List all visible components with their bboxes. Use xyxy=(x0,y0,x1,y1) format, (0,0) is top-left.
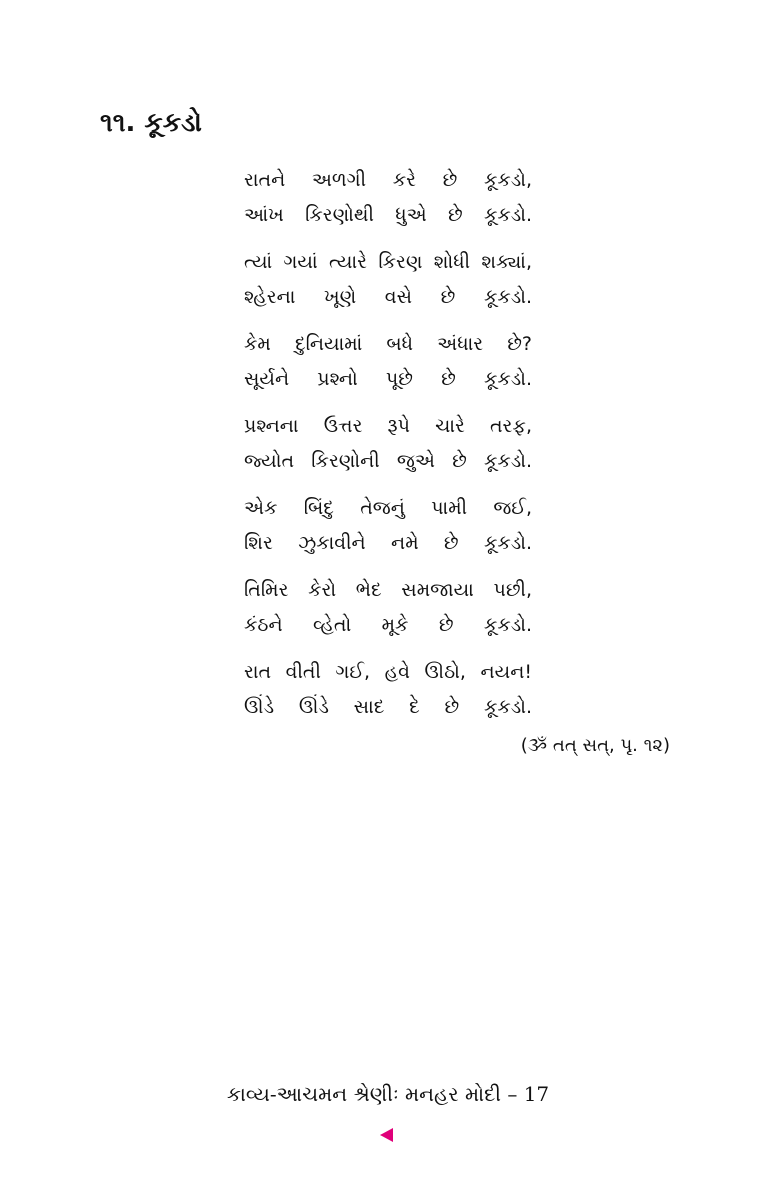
poem-line: તિમિર કેરો ભેદ સમજાયા પછી, xyxy=(244,579,532,601)
poem-line: એક બિંદુ તેજનું પામી જઈ, xyxy=(244,497,532,519)
poem-line: રાતને અળગી કરે છે કૂકડો, xyxy=(244,169,532,191)
previous-page-arrow-icon[interactable] xyxy=(380,1128,393,1142)
poem-line: ત્યાં ગયાં ત્યારે કિરણ શોધી શક્યાં, xyxy=(244,251,532,273)
poem-line: રાત વીતી ગઈ, હવે ઊઠો, નયન! xyxy=(244,661,532,683)
poem-line: કંઠને વ્હેતો મૂકે છે કૂકડો. xyxy=(244,614,532,636)
poem-line: જ્યોત કિરણોની જુએ છે કૂકડો. xyxy=(244,450,532,472)
poem-line: આંખ કિરણોથી ધુએ છે કૂકડો. xyxy=(244,204,532,226)
stanza xyxy=(244,491,532,561)
stanza xyxy=(244,573,532,643)
poem-title: ૧૧. કૂકડો xyxy=(100,108,202,138)
stanza xyxy=(244,655,532,725)
page-footer: કાવ્ય-આચમન શ્રેણીઃ મનહર મોદી – 17 xyxy=(226,1082,550,1106)
stanza xyxy=(244,163,532,233)
poem-line: પ્રશ્નના ઉત્તર રૂપે ચારે તરફ, xyxy=(244,415,532,437)
poem-line: કેમ દુનિયામાં બધે અંધાર છે? xyxy=(244,333,532,355)
source-citation: (ૐ તત્ સત્, પૃ. ૧૨) xyxy=(520,735,670,756)
poem-line: સૂર્યને પ્રશ્નો પૂછે છે કૂકડો. xyxy=(244,368,532,390)
poem-body xyxy=(244,163,532,737)
poem-line: ઊંડે ઊંડે સાદ દે છે કૂકડો. xyxy=(244,696,532,718)
stanza xyxy=(244,409,532,479)
stanza xyxy=(244,327,532,397)
stanza xyxy=(244,245,532,315)
poem-line: શિર ઝુકાવીને નમે છે કૂકડો. xyxy=(244,532,532,554)
poem-line: શ્હેરના ખૂણે વસે છે કૂકડો. xyxy=(244,286,532,308)
